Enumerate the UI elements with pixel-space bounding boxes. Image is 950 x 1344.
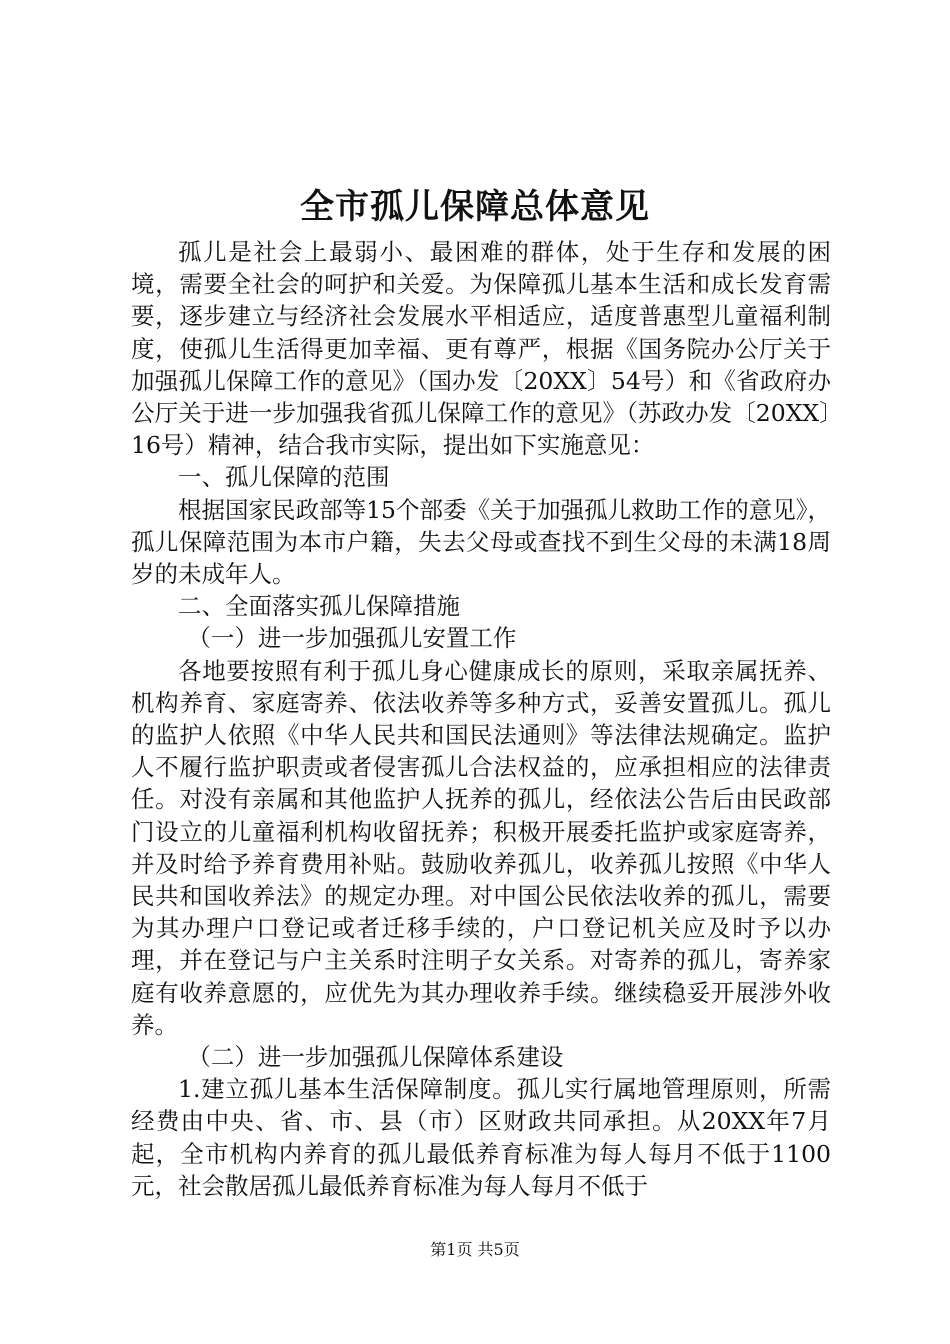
section-heading-scope: 一、孤儿保障的范围: [178, 463, 390, 492]
subsection-heading-system: （二）进一步加强孤儿保障体系建设: [187, 1043, 564, 1072]
section-heading-measures: 二、全面落实孤儿保障措施: [178, 592, 460, 621]
system-paragraph: 1.建立孤儿基本生活保障制度。孤儿实行属地管理原则，所需经费由中央、省、市、县（市）区财政共同承担。从20XX年7月起，全市机构内养育的孤儿最低养育标准为每人每月不低于1100元，社会散居孤儿最低养育标准为每人每月不低于: [131, 1075, 831, 1200]
page-number-footer: 第1页 共5页: [430, 1240, 520, 1259]
placement-paragraph: 各地要按照有利于孤儿身心健康成长的原则，采取亲属抚养、机构养育、家庭寄养、依法收养等多种方式，妥善安置孤儿。孤儿的监护人依照《中华人民共和国民法通则》等法律法规确定。监护人不履行监护职责或者侵害孤儿合法权益的，应承担相应的法律责任。对没有亲属和其他监护人抚养的孤儿，经依法公告后由民政部门设立的儿童福利机构收留抚养；积极开展委托监护或家庭寄养，并及时给予养育费用补贴。鼓励收养孤儿，收养孤儿按照《中华人民共和国收养法》的规定办理。对中国公民依法收养的孤儿，需要为其办理户口登记或者迁移手续的，户口登记机关应及时予以办理，并在登记与户主关系时注明子女关系。对寄养的孤儿，寄养家庭有收养意愿的，应优先为其办理收养手续。继续稳妥开展涉外收养。: [131, 656, 831, 1039]
document-title: 全市孤儿保障总体意见: [300, 187, 650, 227]
subsection-heading-placement: （一）进一步加强孤儿安置工作: [187, 624, 517, 653]
scope-paragraph: 根据国家民政部等15个部委《关于加强孤儿救助工作的意见》，孤儿保障范围为本市户籍，失去父母或查找不到生父母的未满18周岁的未成年人。: [131, 495, 831, 589]
document-body: [131, 236, 831, 1202]
intro-paragraph: 孤儿是社会上最弱小、最困难的群体，处于生存和发展的困境，需要全社会的呵护和关爱。为保障孤儿基本生活和成长发育需要，逐步建立与经济社会发展水平相适应，适度普惠型儿童福利制度，使孤儿生活得更加幸福、更有尊严，根据《国务院办公厅关于加强孤儿保障工作的意见》（国办发〔20XX〕54号）和《省政府办公厅关于进一步加强我省孤儿保障工作的意见》（苏政办发〔20XX〕16号）精神，结合我市实际，提出如下实施意见：: [131, 238, 831, 460]
